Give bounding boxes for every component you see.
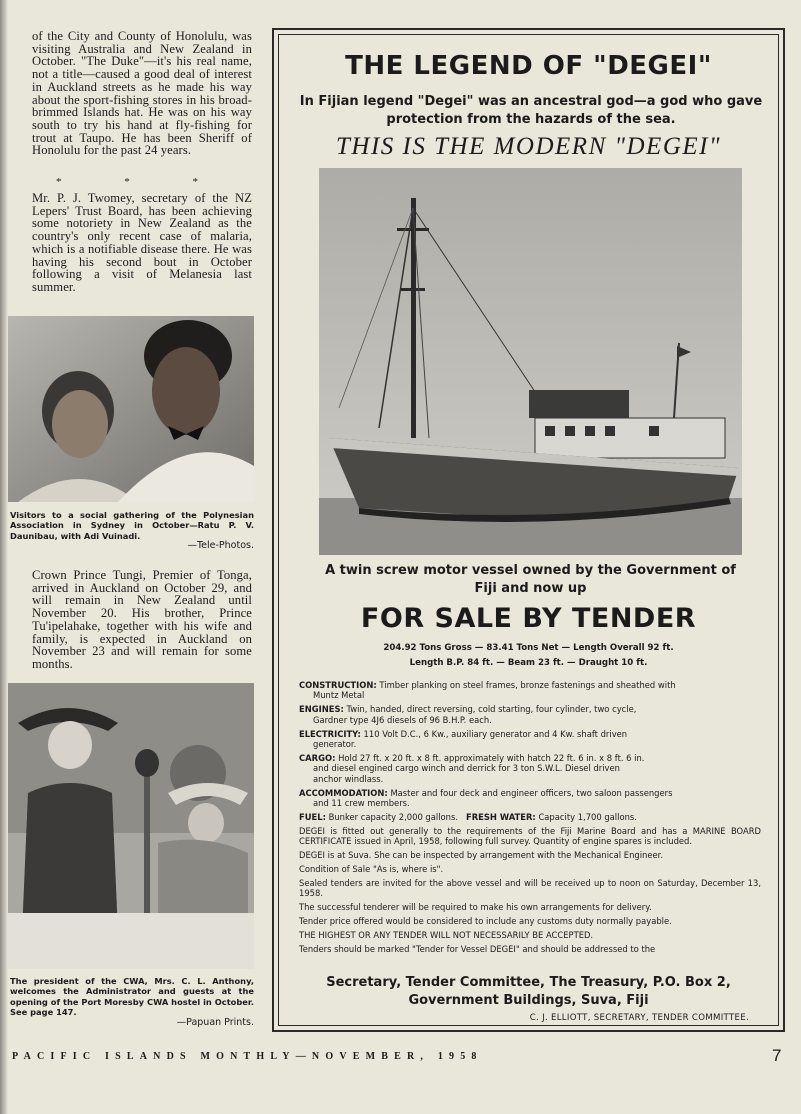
caption-text: Visitors to a social gathering of the Polynesian Association in Sydney in October—Ratu P. V. Daunibau, with Adi Vuinadi. bbox=[10, 510, 254, 541]
photo-caption-polynesian bbox=[10, 510, 254, 552]
tender-advertisement bbox=[272, 28, 785, 1032]
ship-photo bbox=[319, 168, 742, 555]
ad-subheadline: THIS IS THE MODERN "DEGEI" bbox=[336, 133, 721, 160]
ad-headline: THE LEGEND OF "DEGEI" bbox=[345, 51, 712, 81]
detail-accommodation: ACCOMMODATION: Master and four deck and engineer officers, two saloon passengers and 11 crew members. bbox=[299, 787, 673, 809]
photo-cwa-opening bbox=[8, 683, 254, 969]
photo-polynesian-association bbox=[8, 316, 254, 502]
detail-cargo: CARGO: Hold 27 ft. x 20 ft. x 8 ft. approximately with hatch 22 ft. 6 in. x 8 ft. 6 in. and diesel engined cargo winch and derrick for 3 ton S.W.L. Diesel driven anchor windlass. bbox=[299, 752, 645, 784]
ad-intro: In Fijian legend "Degei" was an ancestral god—a god who gave protection from the hazards of the sea. bbox=[299, 94, 763, 127]
photo-credit: —Tele-Photos. bbox=[187, 540, 254, 552]
section-separator: * * * bbox=[56, 176, 228, 188]
ad-signature: C. J. ELLIOTT, SECRETARY, TENDER COMMITTEE. bbox=[529, 1013, 749, 1023]
article-paragraph-honolulu: of the City and County of Honolulu, was visiting Australia and New Zealand in October. "The Duke"—it's his real name, not a title—caused a good deal of interest in Auckland streets as he made his way about the sport-fishing stores in his broad-brimmed Islands hat. He was on his way south to try his hand at fly-fishing for trout at Taupo. He has been Sheriff of Honolulu for the past 24 years. bbox=[32, 29, 252, 158]
ad-specs-line-1: 204.92 Tons Gross — 83.41 Tons Net — Length Overall 92 ft. bbox=[383, 643, 674, 653]
detail-construction: CONSTRUCTION: Timber planking on steel frames, bronze fastenings and sheathed with Muntz Metal bbox=[299, 680, 676, 701]
caption-text: The president of the CWA, Mrs. C. L. Anthony, welcomes the Administrator and guests at the opening of the Port Moresby CWA hostel in October. See page 147. bbox=[10, 976, 254, 1018]
ad-details bbox=[299, 680, 761, 958]
detail-delivery: The successful tenderer will be required to make his own arrangements for delivery. bbox=[299, 902, 652, 913]
detail-marking: Tenders should be marked "Tender for Vessel DEGEI" and should be addressed to the bbox=[299, 944, 656, 955]
photo-caption-cwa bbox=[10, 976, 254, 1028]
detail-inspection: DEGEI is at Suva. She can be inspected by arrangement with the Mechanical Engineer. bbox=[299, 850, 663, 861]
ad-sale-heading: FOR SALE BY TENDER bbox=[360, 603, 697, 634]
page-footer-publication: PACIFIC ISLANDS MONTHLY—NOVEMBER, 1958 bbox=[12, 1051, 483, 1062]
ad-address-line-2: Government Buildings, Suva, Fiji bbox=[408, 993, 649, 1008]
detail-sealed-tenders: Sealed tenders are invited for the above vessel and will be received up to noon on Saturday, December 13, 1958. bbox=[299, 878, 761, 899]
advertisement-inner-border bbox=[278, 34, 779, 1026]
ad-specs-line-2: Length B.P. 84 ft. — Beam 23 ft. — Draught 10 ft. bbox=[409, 658, 648, 668]
photo-credit: —Papuan Prints. bbox=[176, 1016, 254, 1028]
article-paragraph-tungi: Crown Prince Tungi, Premier of Tonga, arrived in Auckland on October 29, and will remain in New Zealand until November 20. His brother, Prince Tu'ipelahake, together with his wife and family, is expected in Auckland on November 23 and will remain for some months. bbox=[32, 568, 252, 671]
detail-electricity: ELECTRICITY: 110 Volt D.C., 6 Kw., auxiliary generator and 4 Kw. shaft driven generator. bbox=[299, 728, 628, 750]
page-edge-shadow bbox=[0, 0, 8, 1114]
detail-acceptance: THE HIGHEST OR ANY TENDER WILL NOT NECESSARILY BE ACCEPTED. bbox=[299, 930, 594, 941]
detail-condition: Condition of Sale "As is, where is". bbox=[299, 864, 444, 875]
article-paragraph-twomey: Mr. P. J. Twomey, secretary of the NZ Lepers' Trust Board, has been achieving some notoriety in New Zealand as the country's only recent case of malaria, which is a notifiable disease there. He was having his second bout in October following a visit of Melanesia last summer. bbox=[32, 191, 252, 294]
detail-price: Tender price offered would be considered to include any customs duty normally payable. bbox=[299, 916, 672, 927]
detail-fuel-water: FUEL: Bunker capacity 2,000 gallons. FRESH WATER: Capacity 1,700 gallons. bbox=[299, 811, 637, 822]
page-number: 7 bbox=[772, 1046, 782, 1065]
ad-vessel-description: A twin screw motor vessel owned by the Government of Fiji and now up bbox=[325, 563, 736, 596]
detail-engines: ENGINES: Twin, handed, direct reversing, cold starting, four cylinder, two cycle, Gardner type 4J6 diesels of 96 B.H.P. each. bbox=[299, 704, 637, 725]
detail-certificate: DEGEI is fitted out generally to the requirements of the Fiji Marine Board and has a MARINE BOARD CERTIFICATE issued in April, 1958, following full survey. Quantity of engine spares is included. bbox=[299, 825, 761, 847]
ad-address-line-1: Secretary, Tender Committee, The Treasury, P.O. Box 2, bbox=[326, 975, 731, 990]
